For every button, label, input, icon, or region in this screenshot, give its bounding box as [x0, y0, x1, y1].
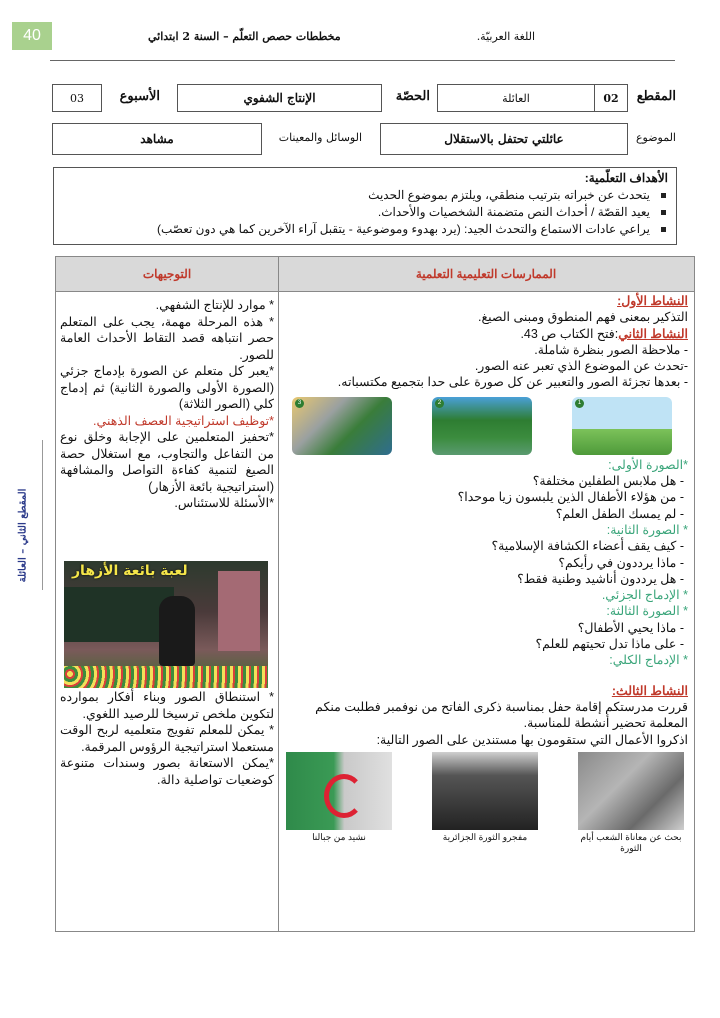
- topic-value: عائلتي تحتفل بالاستقلال: [380, 123, 628, 155]
- picture-3-parade: 3: [292, 397, 392, 455]
- guidance-item: *الأسئلة للاستئناس.: [174, 496, 274, 510]
- photo-min-jibalina: نشيد من جبالنا: [284, 752, 394, 854]
- question-item: - لم يمسك الطفل العلم؟: [555, 506, 684, 521]
- guidance-column-lower: [60, 689, 274, 788]
- resources-value: مشاهد: [52, 123, 262, 155]
- goal-item: يراعي عادات الاستماع والتحدث الجيد: (يرد بهدوء وموضوعية - يتقبل آراء الآخرين كما هي دون تعصّب): [62, 221, 650, 238]
- guidance-item: *توظيف استراتيجية العصف الذهني.: [93, 413, 274, 428]
- goal-item: يعيد القصّة / أحداث النص متضمنة الشخصيات والأحداث.: [62, 204, 650, 221]
- segment-label: المقطع: [636, 89, 676, 104]
- segment-name: العائلة: [437, 84, 595, 112]
- image1-heading: *الصورة الأولى:: [608, 457, 688, 472]
- header-title: مخططات حصص التعلّم – السنة 2 ابتدائي: [148, 30, 341, 43]
- question-item: - ماذا يحيي الأطفال؟: [577, 620, 684, 635]
- question-item: - على ماذا تدل تحيتهم للعلم؟: [535, 637, 684, 652]
- picture-2-scouts-singing: 2: [432, 397, 532, 455]
- side-divider: [42, 440, 43, 590]
- question-item: - من هؤلاء الأطفال الذين يلبسون زيا موحدا؟: [457, 490, 684, 505]
- guidance-column: [60, 297, 274, 512]
- column-header-guidance: التوجيهات: [56, 257, 278, 292]
- learning-goals: [53, 167, 677, 245]
- guidance-item: *يعبر كل متعلم عن الصورة بإدماج جزئي (الصورة الأولى والصورة الثانية) ثم إدماج كلي (الصور الثلاثة): [60, 364, 274, 411]
- activity1-title: النشاط الأول:: [617, 294, 688, 308]
- activity1-text: التذكير بمعنى فهم المنطوق ومبنى الصيغ.: [478, 310, 688, 325]
- header-subject: اللغة العربيّة.: [476, 30, 535, 43]
- picture-1-flag-salute: 1: [572, 397, 672, 455]
- topic-label: الموضوع: [635, 131, 676, 144]
- practices-column: [282, 293, 688, 854]
- activity3-text: قررت مدرستكم إقامة حفل بمناسبة ذكرى الفاتح من نوفمبر فطلبت منكم المعلمة تحضير أنشطة للمناسبة.: [315, 699, 688, 731]
- header-divider: [50, 60, 675, 61]
- blackboard: [64, 587, 174, 642]
- question-item: - كيف يقف أعضاء الكشافة الإسلامية؟: [491, 539, 684, 554]
- question-item: - ماذا يرددون في رأيكم؟: [558, 555, 684, 570]
- photo-revolution-leaders: مفجرو الثورة الجزائرية: [430, 752, 540, 854]
- activity3-title: النشاط الثالث:: [611, 683, 688, 698]
- week-label: الأسبوع: [119, 89, 160, 104]
- segment-number: 02: [594, 84, 628, 112]
- activity2-line: - بعدها تجزئة الصور والتعبير عن كل صورة على حدا بتجميع مكتسباته.: [337, 375, 688, 390]
- full-integration: * الإدماج الكلي:: [609, 653, 688, 668]
- activity2-line: -تحدث عن الموضوع الذي تعبر عنه الصور.: [474, 359, 688, 374]
- lesson-table: [55, 256, 695, 932]
- door: [218, 571, 260, 651]
- guidance-item: * استنطاق الصور وبناء أفكار بموارده لتكوين ملخص ترسيخا للرصيد اللغوي.: [60, 690, 274, 721]
- guidance-item: * موارد للإنتاج الشفهي.: [155, 298, 274, 312]
- guidance-item: * يمكن للمعلم تفويج متعلميه لربح الوقت مستعملا استراتيجية الرؤوس المرقمة.: [60, 723, 274, 754]
- question-item: - هل يرددون أناشيد وطنية فقط؟: [517, 571, 684, 586]
- photo-people-suffering: بحث عن معاناة الشعب أيام الثورة: [576, 752, 686, 854]
- guidance-item: *تحفيز المتعلمين على الإجابة وخلق نوع من التفاعل والتجاوب، مع استغلال حصة الصيغ لتنمية كفاءة التواصل والمشافهة (استراتيجية بائعة الأزهار): [60, 430, 274, 494]
- activity2-title: النشاط الثاني: [618, 326, 688, 341]
- photo-image: [432, 752, 538, 830]
- flower-seller-game-image: [64, 561, 268, 688]
- column-divider: [278, 257, 279, 931]
- image2-heading: * الصورة الثانية:: [606, 522, 688, 537]
- guidance-item: * هذه المرحلة مهمة، يجب على المتعلم حصر انتباهه قصد التقاط الأحداث العامة للصور.: [60, 314, 274, 362]
- teacher-figure: [159, 596, 195, 666]
- question-item: - هل ملابس الطفلين مختلفة؟: [532, 474, 684, 489]
- week-value: 03: [52, 84, 102, 112]
- resources-label: الوسائل والمعينات: [278, 131, 362, 144]
- activity3-prompt: اذكروا الأعمال التي ستقومون بها مستندين على الصور التالية:: [376, 732, 688, 747]
- guidance-item: *يمكن الاستعانة بصور وسندات متنوعة كوضعيات تواصلية دالة.: [60, 756, 274, 787]
- page-number-badge: 40: [12, 22, 52, 50]
- side-segment-label: المقطع الثاني – العائلة: [17, 488, 29, 582]
- partial-integration: * الإدماج الجزئي.: [601, 588, 688, 603]
- photo-image: [286, 752, 392, 830]
- activity2-line: - ملاحظة الصور بنظرة شاملة.: [534, 342, 688, 357]
- photo-image: [578, 752, 684, 830]
- image-caption: لعبة بائعة الأزهار: [72, 563, 188, 579]
- textbook-pictures: [282, 397, 688, 455]
- image3-heading: * الصورة الثالثة:: [606, 604, 688, 619]
- lesson-label: الحصّة: [395, 89, 430, 104]
- goal-item: يتحدث عن خبراته بترتيب منطقي، ويلتزم بموضوع الحديث: [62, 187, 650, 204]
- flowers-border: [64, 666, 268, 688]
- revolution-photos: [282, 752, 688, 854]
- lesson-value: الإنتاج الشفوي: [177, 84, 382, 112]
- column-header-practices: الممارسات التعليمية التعلمية: [278, 257, 694, 292]
- goals-title: الأهداف التعلّمية:: [584, 171, 668, 185]
- activity2-text: :فتح الكتاب ص 43.: [520, 326, 619, 341]
